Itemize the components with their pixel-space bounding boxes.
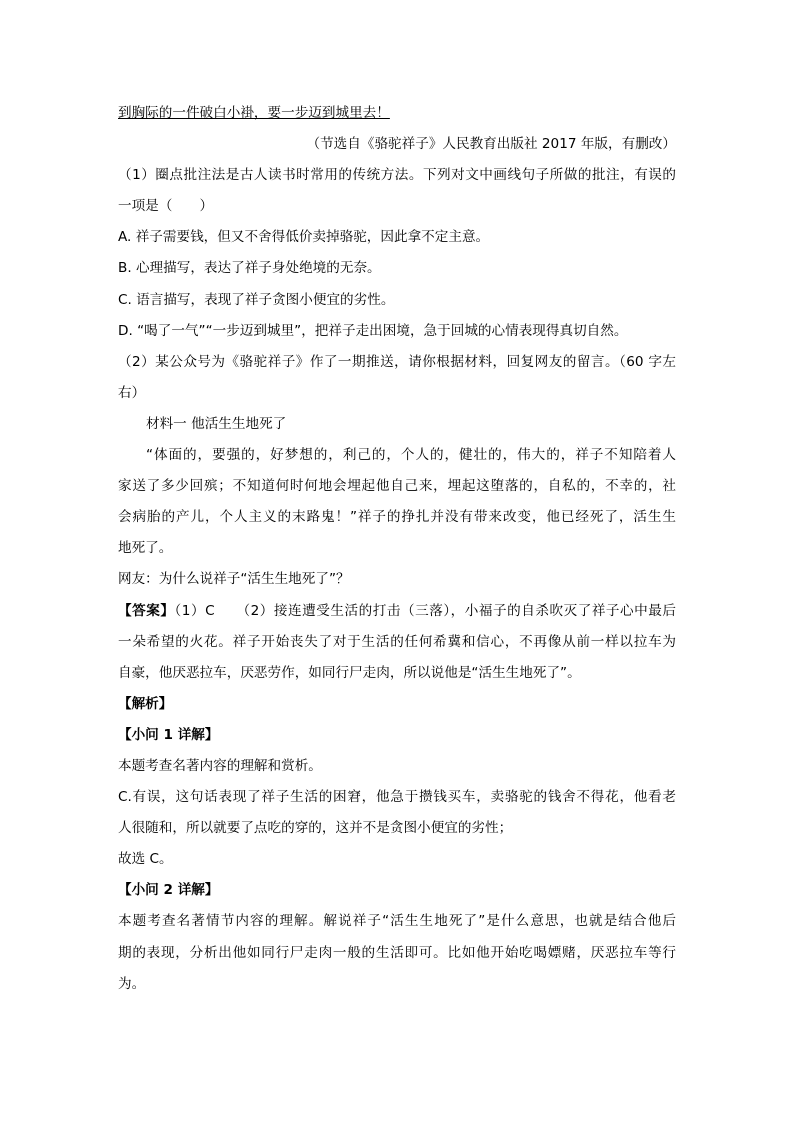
q1-option-d: D. “喝了一气”“一步迈到城里”，把祥子走出困境，急于回城的心情表现得真切自然。 <box>118 322 628 339</box>
sub2-label: 【小问 2 详解】 <box>118 882 219 899</box>
source-citation: （节选自《骆驼祥子》人民教育出版社 2017 年版，有删改） <box>306 136 676 153</box>
answer-line: 一朵希望的火花。祥子开始丧失了对于生活的任何希冀和信心，不再像从前一样以拉车为 <box>118 633 676 650</box>
material-line: 地死了。 <box>118 540 173 557</box>
q1-stem: 一项是（ ） <box>118 198 214 215</box>
q1-stem: （1）圈点批注法是古人读书时常用的传统方法。下列对文中画线句子所做的批注，有误的 <box>118 167 676 184</box>
answer-line: 自豪，他厌恶拉车，厌恶劳作，如同行尸走肉，所以说他是“活生生地死了”。 <box>118 664 581 681</box>
material-line: 家送了多少回殡；不知道何时何地会埋起他自己来，埋起这堕落的，自私的，不幸的，社 <box>118 478 676 495</box>
sub2-line: 为。 <box>118 975 146 992</box>
analysis-label: 【解析】 <box>118 695 173 712</box>
answer-line: （1）C （2）接连遭受生活的打击（三落），小福子的自杀吹灭了祥子心中最后 <box>174 602 676 619</box>
underlined-passage-end: 到胸际的一件破白小褂，要一步迈到城里去！ <box>118 105 390 121</box>
sub1-label: 【小问 1 详解】 <box>118 726 219 743</box>
q2-stem: （2）某公众号为《骆驼祥子》作了一期推送，请你根据材料，回复网友的留言。（60 字左 <box>118 353 676 370</box>
material-line: 会病胎的产儿，个人主义的末路鬼！”祥子的挣扎并没有带来改变，他已经死了，活生生 <box>118 509 676 526</box>
document-page <box>118 98 676 1000</box>
sub1-line: 故选 C。 <box>118 851 173 868</box>
material-title: 材料一 他活生生地死了 <box>146 415 287 432</box>
sub2-line: 本题考查名著情节内容的理解。解说祥子“活生生地死了”是什么意思，也就是结合他后 <box>118 913 676 930</box>
sub1-line: 人很随和，所以就要了点吃的穿的，这并不是贪图小便宜的劣性； <box>118 820 513 837</box>
sub1-line: 本题考查名著内容的理解和赏析。 <box>118 757 322 774</box>
material-line: “体面的，要强的，好梦想的，利己的，个人的，健壮的，伟大的，祥子不知陪着人 <box>146 447 676 464</box>
q2-stem: 右） <box>118 384 146 401</box>
q1-option-b: B. 心理描写，表达了祥子身处绝境的无奈。 <box>118 260 381 277</box>
q1-option-a: A. 祥子需要钱，但又不舍得低价卖掉骆驼，因此拿不定主意。 <box>118 229 490 246</box>
netizen-question: 网友：为什么说祥子“活生生地死了”？ <box>118 571 350 588</box>
sub1-line: C.有误，这句话表现了祥子生活的困窘，他急于攒钱买车，卖骆驼的钱舍不得花，他看老 <box>118 789 676 806</box>
answer-label: 【答案】 <box>118 602 175 619</box>
q1-option-c: C. 语言描写，表现了祥子贪图小便宜的劣性。 <box>118 291 395 308</box>
sub2-line: 期的表现，分析出他如同行尸走肉一般的生活即可。比如他开始吃喝嫖赌，厌恶拉车等行 <box>118 944 676 961</box>
